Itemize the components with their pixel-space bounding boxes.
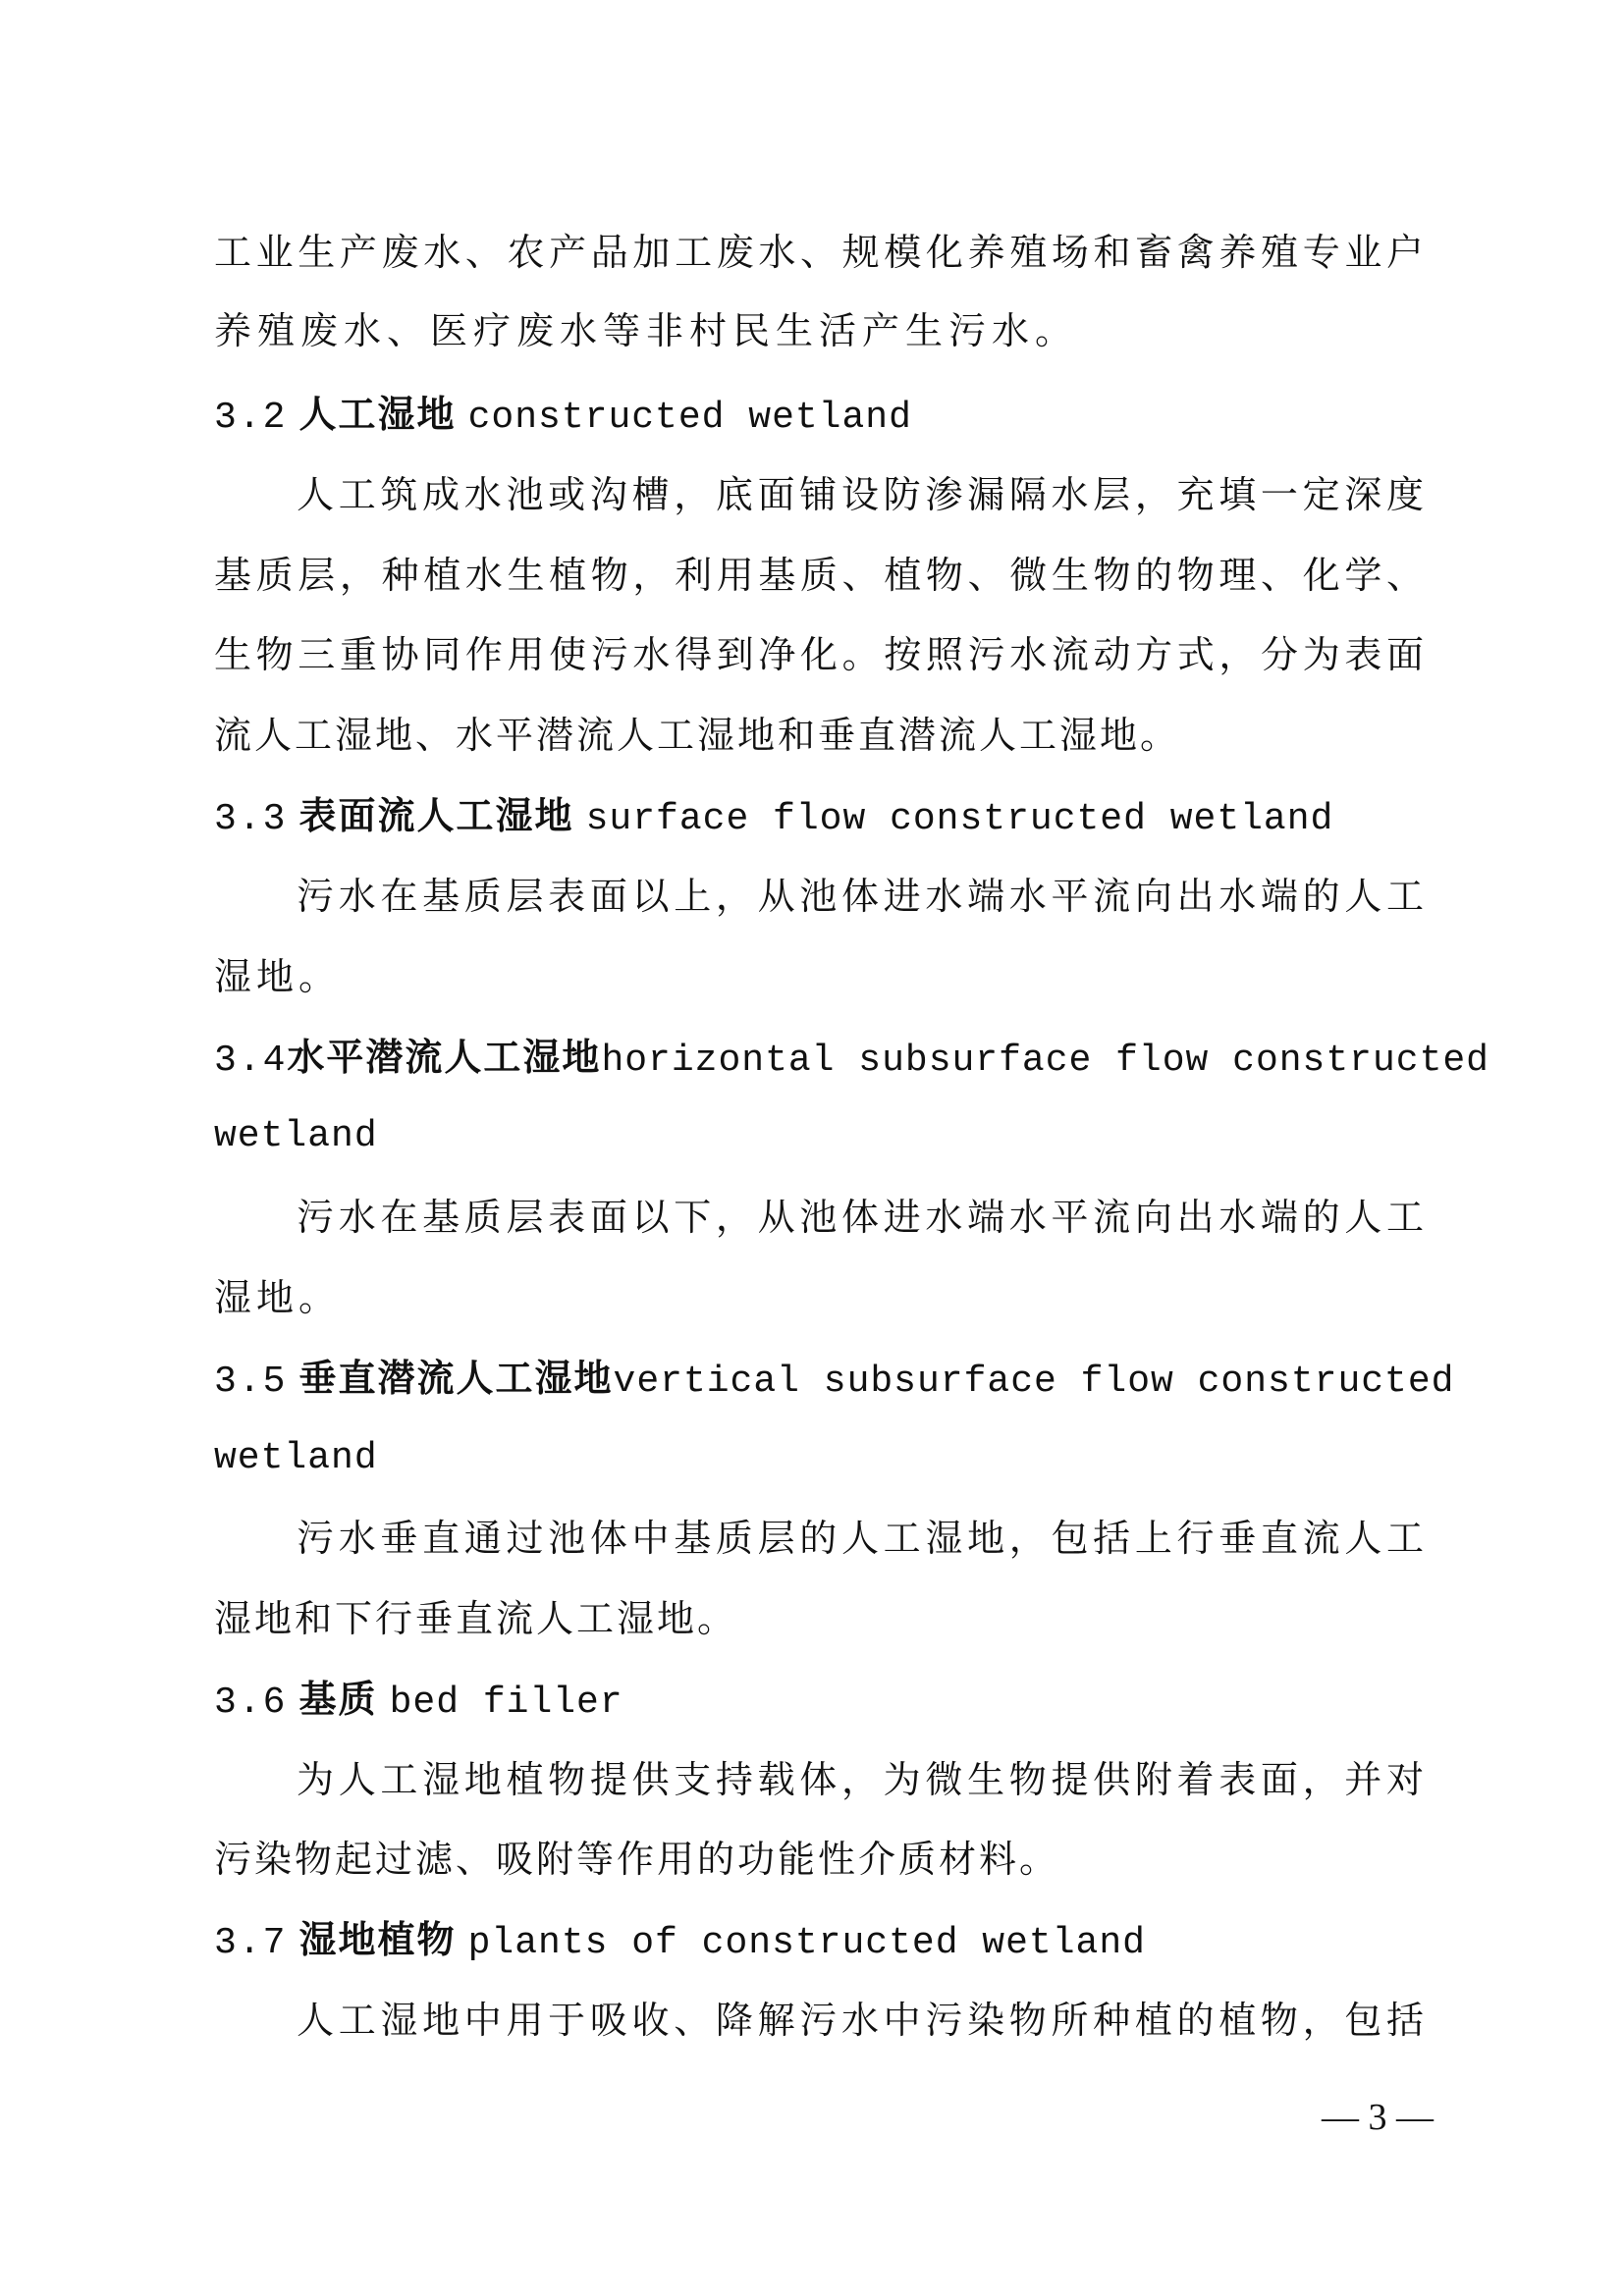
term-en-continuation: wetland [214,1115,378,1157]
section-heading-3-7 [214,1916,1146,1967]
term-en: surface flow constructed wetland [585,798,1334,840]
definition-line: 污染物起过滤、吸附等作用的功能性介质材料。 [214,1838,1060,1881]
body-text-line: 工业生产废水、农产品加工废水、规模化养殖场和畜禽养殖专业户 [214,231,1424,274]
section-heading-3-2 [214,391,912,442]
term-en: vertical subsurface flow constructed [613,1361,1455,1403]
section-number: 3.4 [214,1040,288,1082]
definition-line: 生物三重协同作用使污水得到净化。按照污水流动方式，分为表面 [214,633,1424,676]
definition-line: 湿地。 [214,955,342,998]
definition-line: 基质层，种植水生植物，利用基质、植物、微生物的物理、化学、 [214,554,1424,597]
section-number: 3.7 [214,1922,288,1964]
section-number: 3.6 [214,1682,288,1724]
definition-line: 人工筑成水池或沟槽，底面铺设防渗漏隔水层，充填一定深度 [297,473,1424,516]
section-heading-3-6 [214,1676,623,1727]
definition-line: 湿地。 [214,1276,342,1319]
term-zh: 垂直潜流人工湿地 [298,1357,614,1400]
term-zh: 水平潜流人工湿地 [287,1036,602,1079]
definition-line: 污水在基质层表面以下，从池体进水端水平流向出水端的人工 [297,1196,1424,1239]
body-text-line: 养殖废水、医疗废水等非村民生活产生污水。 [214,309,1079,352]
definition-line: 湿地和下行垂直流人工湿地。 [214,1597,738,1640]
term-zh: 人工湿地 [298,393,457,436]
term-en: plants of constructed wetland [467,1922,1146,1964]
term-en: constructed wetland [467,397,912,439]
section-heading-3-5 [214,1355,1455,1406]
term-en: bed filler [389,1682,623,1724]
page-number: — 3 — [1322,2097,1434,2138]
term-en-continuation: wetland [214,1437,378,1479]
definition-line: 流人工湿地、水平潜流人工湿地和垂直潜流人工湿地。 [214,714,1181,757]
definition-line: 污水垂直通过池体中基质层的人工湿地，包括上行垂直流人工 [297,1517,1424,1560]
section-number: 3.5 [214,1361,288,1403]
section-number: 3.2 [214,397,288,439]
term-en: horizontal subsurface flow constructed [601,1040,1489,1082]
definition-line: 为人工湿地植物提供支持载体，为微生物提供附着表面，并对 [297,1758,1424,1801]
term-zh: 表面流人工湿地 [298,794,574,837]
definition-line: 污水在基质层表面以上，从池体进水端水平流向出水端的人工 [297,875,1424,918]
term-zh: 基质 [298,1678,378,1721]
definition-line: 人工湿地中用于吸收、降解污水中污染物所种植的植物，包括 [297,1999,1424,2042]
section-number: 3.3 [214,798,288,840]
term-zh: 湿地植物 [298,1918,457,1961]
section-heading-3-3 [214,792,1333,843]
section-heading-3-4 [214,1034,1489,1085]
